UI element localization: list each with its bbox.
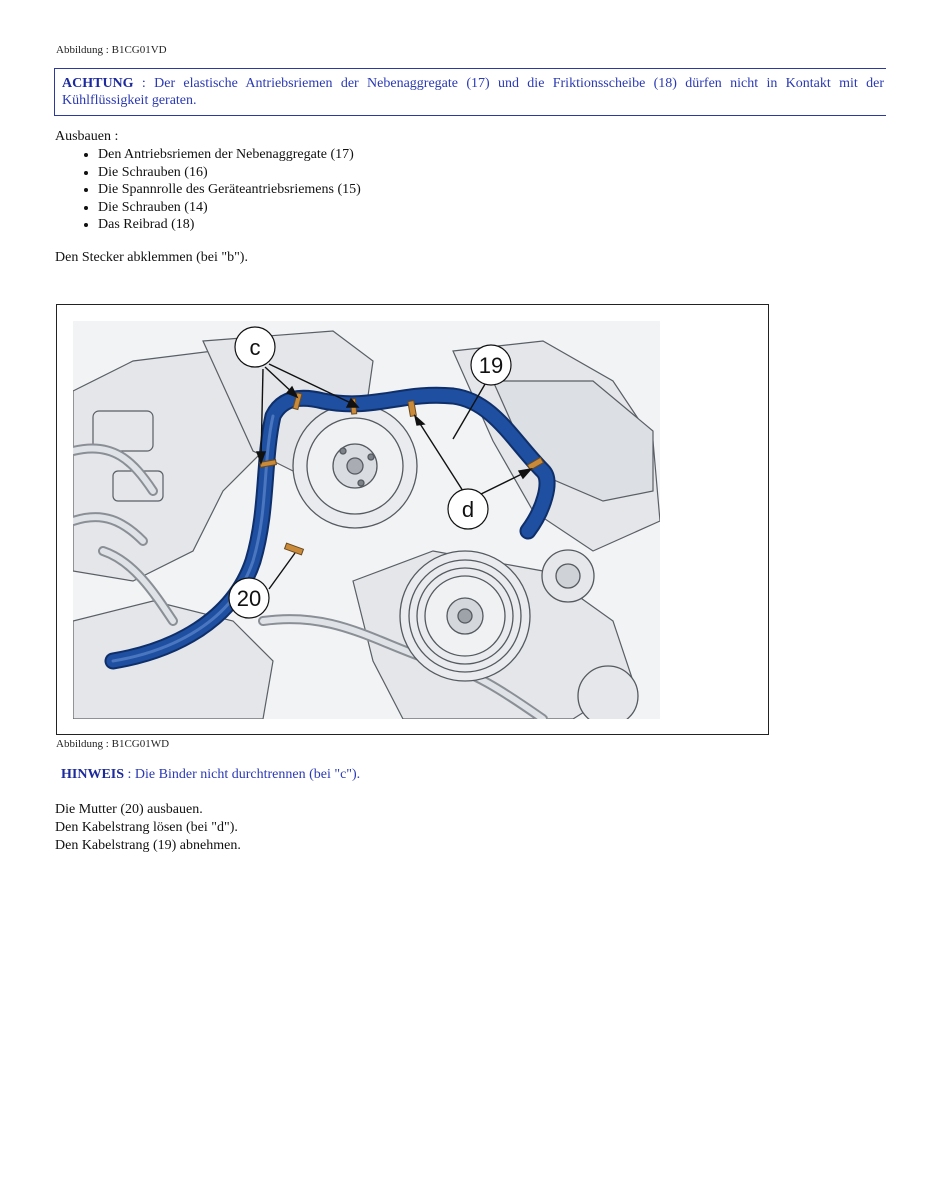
list-item: • Die Schrauben (14) <box>98 199 361 217</box>
list-item: • Das Reibrad (18) <box>98 216 361 234</box>
step-line: Den Kabelstrang lösen (bei "d"). <box>55 820 238 835</box>
figure-caption-bottom: Abbildung : B1CG01WD <box>56 738 170 750</box>
upper-pulley <box>293 404 417 528</box>
callout-19 <box>471 345 511 385</box>
removal-steps-list <box>78 146 361 234</box>
lower-pulley <box>400 551 530 681</box>
callout-d <box>448 489 488 529</box>
final-steps <box>55 801 241 855</box>
callout-c-label: c <box>249 335 261 360</box>
step-line: Den Kabelstrang (19) abnehmen. <box>55 838 241 853</box>
callout-d-label: d <box>461 497 475 522</box>
list-item: • Die Spannrolle des Geräteantriebsriemens (15) <box>98 181 361 199</box>
intro-text: Ausbauen : <box>55 129 119 144</box>
callout-19-label: 19 <box>478 353 504 378</box>
list-item: • Den Antriebsriemen der Nebenaggregate (17) <box>98 146 361 164</box>
note-text <box>61 767 360 783</box>
warning-line-1 <box>62 75 884 92</box>
warning-line-2: Kühlflüssigkeit geraten. <box>62 93 197 108</box>
note-label: HINWEIS <box>61 767 125 782</box>
warning-box <box>54 68 886 116</box>
step-line: Die Mutter (20) ausbauen. <box>55 802 203 817</box>
figure-caption-top: Abbildung : B1CG01VD <box>56 44 167 56</box>
warning-label: ACHTUNG <box>62 76 134 91</box>
list-item: • Die Schrauben (16) <box>98 164 361 182</box>
engine-illustration <box>73 321 660 719</box>
callout-20 <box>229 578 269 618</box>
callout-c <box>235 327 275 367</box>
note-body: : Die Binder nicht durchtrennen (bei "c"). <box>124 767 361 782</box>
warning-text: : Der elastische Antriebsriemen der Nebenaggregate (17) und die Friktionsscheibe (18) dürfen nicht in Kontakt mit der <box>133 76 884 91</box>
connector-instruction: Den Stecker abklemmen (bei "b"). <box>55 250 248 265</box>
engine-illustration-frame <box>56 304 769 735</box>
callout-20-label: 20 <box>236 586 262 611</box>
